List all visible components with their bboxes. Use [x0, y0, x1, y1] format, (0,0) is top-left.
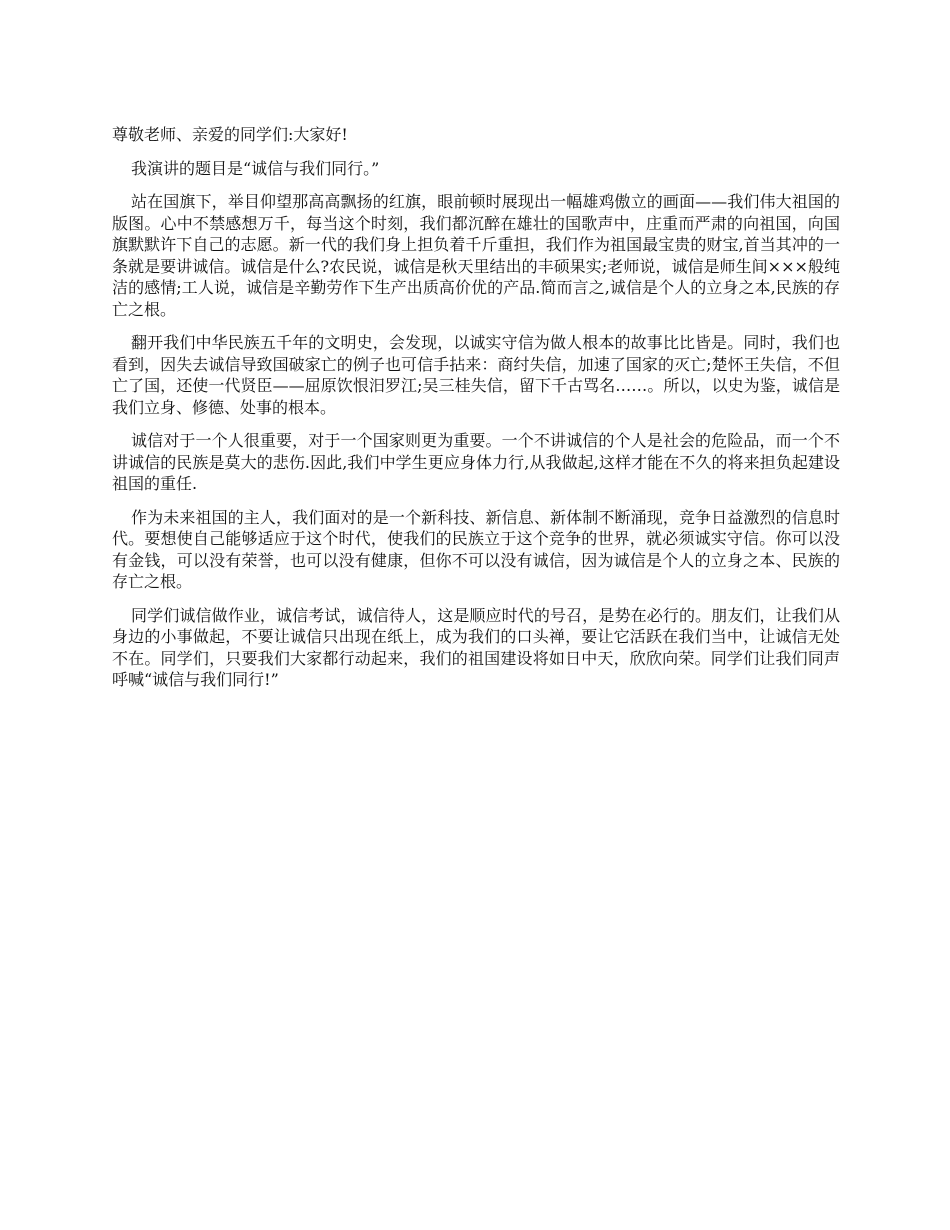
- paragraph-call-to-action: 同学们诚信做作业，诚信考试，诚信待人，这是顺应时代的号召，是势在必行的。朋友们，让我们从身边的小事做起，不要让诚信只出现在纸上，成为我们的口头禅，要让它活跃在我们当中，让诚信无处不在。同学们，只要我们大家都行动起来，我们的祖国建设将如日中天，欣欣向荣。同学们让我们同声呼喊“诚信与我们同行!”: [112, 605, 840, 689]
- paragraph-future: 作为未来祖国的主人，我们面对的是一个新科技、新信息、新体制不断涌现，竞争日益激烈的信息时代。要想使自己能够适应于这个时代，使我们的民族立于这个竞争的世界，就必须诚实守信。你可以没有金钱，可以没有荣誉，也可以没有健康，但你不可以没有诚信，因为诚信是个人的立身之本、民族的存亡之根。: [112, 507, 840, 591]
- paragraph-flag: 站在国旗下，举目仰望那高高飘扬的红旗，眼前顿时展现出一幅雄鸡傲立的画面——我们伟大祖国的版图。心中不禁感想万千，每当这个时刻，我们都沉醉在雄壮的国歌声中，庄重而严肃的向祖国，向国旗默默许下自己的志愿。新一代的我们身上担负着千斤重担，我们作为祖国最宝贵的财宝,首当其冲的一条就是要讲诚信。诚信是什么?农民说，诚信是秋天里结出的丰硕果实;老师说，诚信是师生间×××般纯洁的感情;工人说，诚信是辛勤劳作下生产出质高价优的产品.简而言之,诚信是个人的立身之本,民族的存亡之根。: [112, 192, 840, 319]
- paragraph-importance: 诚信对于一个人很重要，对于一个国家则更为重要。一个不讲诚信的个人是社会的危险品，而一个不讲诚信的民族是莫大的悲伤.因此,我们中学生更应身体力行,从我做起,这样才能在不久的将来担负起建设祖国的重任.: [112, 431, 840, 493]
- paragraph-topic: 我演讲的题目是“诚信与我们同行。”: [131, 158, 380, 178]
- document-body: [112, 124, 840, 703]
- paragraph-history: 翻开我们中华民族五千年的文明史，会发现，以诚实守信为做人根本的故事比比皆是。同时，我们也看到，因失去诚信导致国破家亡的例子也可信手拈来：商纣失信，加速了国家的灭亡;楚怀王失信，不但亡了国，还使一代贤臣——屈原饮恨汨罗江;吴三桂失信，留下千古骂名……。所以，以史为鉴，诚信是我们立身、修德、处事的根本。: [112, 333, 840, 417]
- greeting-line: 尊敬老师、亲爱的同学们:大家好!: [112, 125, 348, 144]
